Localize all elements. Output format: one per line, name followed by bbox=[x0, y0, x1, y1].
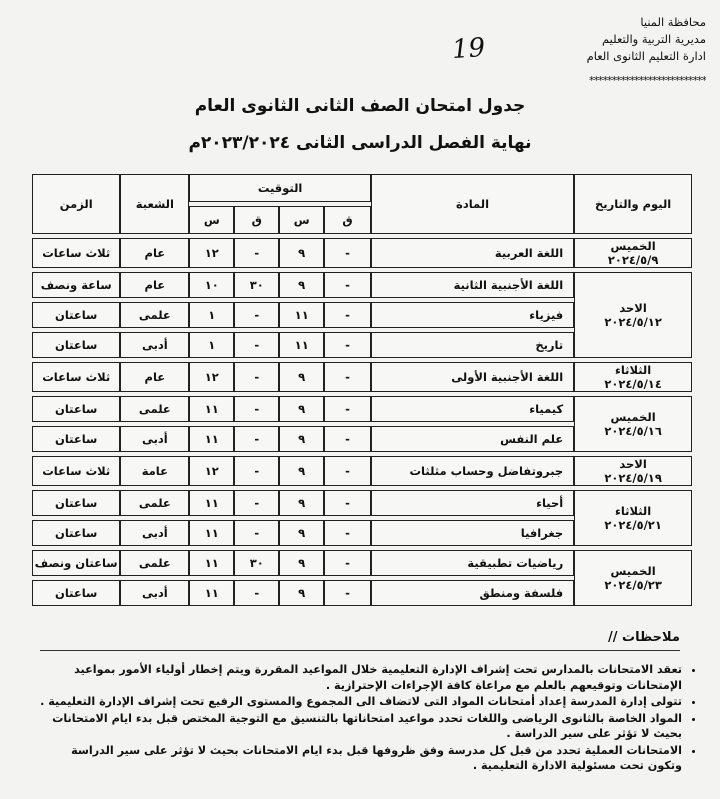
q2-cell: - bbox=[234, 362, 279, 392]
table-row bbox=[32, 550, 692, 576]
s1-cell: ٩ bbox=[279, 490, 324, 516]
q1-cell: - bbox=[324, 362, 371, 392]
day-cell: الخميس ٢٠٢٤/٥/٩ bbox=[574, 238, 692, 268]
branch-cell: علمى bbox=[120, 550, 189, 576]
branch-cell: علمى bbox=[120, 302, 189, 328]
day-cell: الخميس ٢٠٢٤/٥/١٦ bbox=[574, 396, 692, 452]
s2-cell: ١٢ bbox=[189, 362, 234, 392]
branch-cell: أدبى bbox=[120, 520, 189, 546]
q2-cell: - bbox=[234, 396, 279, 422]
s2-cell: ١١ bbox=[189, 550, 234, 576]
q2-cell: - bbox=[234, 302, 279, 328]
subject-cell: اللغة العربية bbox=[371, 238, 574, 268]
q2-cell: - bbox=[234, 332, 279, 358]
header-branch: الشعبة bbox=[120, 174, 189, 234]
notes-title: ملاحظات // bbox=[608, 630, 680, 645]
branch-cell: علمى bbox=[120, 396, 189, 422]
s1-cell: ٩ bbox=[279, 238, 324, 268]
q1-cell: - bbox=[324, 490, 371, 516]
s2-cell: ١١ bbox=[189, 426, 234, 452]
branch-cell: عام bbox=[120, 238, 189, 268]
header-day-date: اليوم والتاريخ bbox=[574, 174, 692, 234]
q1-cell: - bbox=[324, 426, 371, 452]
subject-cell: اللغة الأجنبية الثانية bbox=[371, 272, 574, 298]
branch-cell: عامة bbox=[120, 456, 189, 486]
q1-cell: - bbox=[324, 238, 371, 268]
note-item: • تعقد الامتحانات بالمدارس تحت إشراف الإدارة التعليمية خلال المواعيد المقررة ويتم إخطار أولياء الأمور بمواعيد الإمتحانات وتوقيعهم بالعلم مع مراعاة كافة الإجراءات الإحترازية . bbox=[36, 662, 682, 693]
day-cell: الثلاثاء ٢٠٢٤/٥/٢١ bbox=[574, 490, 692, 546]
subject-cell: تاريخ bbox=[371, 332, 574, 358]
s2-cell: ١١ bbox=[189, 490, 234, 516]
q1-cell: - bbox=[324, 550, 371, 576]
subject-cell: جبروتفاضل وحساب مثلثات bbox=[371, 456, 574, 486]
q1-cell: - bbox=[324, 302, 371, 328]
note-item: • تتولى إدارة المدرسة إعداد أمتحانات المواد التى لاتضاف الى المجموع والمستوى الرفيع تحت إشراف الإدارة التعليمية . bbox=[36, 694, 682, 710]
s1-cell: ٩ bbox=[279, 272, 324, 298]
table-row bbox=[32, 396, 692, 422]
table-row bbox=[32, 362, 692, 392]
subject-cell: اللغة الأجنبية الأولى bbox=[371, 362, 574, 392]
duration-cell: ساعتان bbox=[32, 490, 120, 516]
branch-cell: علمى bbox=[120, 490, 189, 516]
header-q1: ق bbox=[324, 206, 371, 234]
note-item: • الامتحانات العملية تحدد من قبل كل مدرسة وفق ظروفها قبل بدء ايام الامتحانات بحيث لا تؤثر على سير الدراسة وتكون تحت مسئولية الادارة التعليمية . bbox=[36, 743, 682, 774]
subject-cell: أحياء bbox=[371, 490, 574, 516]
q1-cell: - bbox=[324, 456, 371, 486]
s1-cell: ٩ bbox=[279, 456, 324, 486]
day-cell: الاحد ٢٠٢٤/٥/١٩ bbox=[574, 456, 692, 486]
q2-cell: - bbox=[234, 520, 279, 546]
q2-cell: - bbox=[234, 426, 279, 452]
exam-schedule-table bbox=[32, 170, 692, 610]
duration-cell: ساعتان bbox=[32, 580, 120, 606]
subject-cell: فيزياء bbox=[371, 302, 574, 328]
subject-cell: فلسفة ومنطق bbox=[371, 580, 574, 606]
handwritten-number: 19 bbox=[450, 32, 487, 66]
page-subtitle: نهاية الفصل الدراسى الثانى ٢٠٢٣/٢٠٢٤م bbox=[188, 133, 532, 153]
q2-cell: ٣٠ bbox=[234, 272, 279, 298]
s2-cell: ١٢ bbox=[189, 238, 234, 268]
day-cell: الثلاثاء ٢٠٢٤/٥/١٤ bbox=[574, 362, 692, 392]
duration-cell: ثلاث ساعات bbox=[32, 456, 120, 486]
header-s2: س bbox=[189, 206, 234, 234]
duration-cell: ساعتان bbox=[32, 332, 120, 358]
duration-cell: ساعتان bbox=[32, 396, 120, 422]
branch-cell: أدبى bbox=[120, 426, 189, 452]
header-subject: المادة bbox=[371, 174, 574, 234]
notes-section bbox=[36, 662, 696, 775]
q2-cell: - bbox=[234, 490, 279, 516]
duration-cell: ساعتان ونصف bbox=[32, 550, 120, 576]
day-cell: الخميس ٢٠٢٤/٥/٢٣ bbox=[574, 550, 692, 606]
stars-divider: ************************** bbox=[589, 74, 706, 87]
s1-cell: ٩ bbox=[279, 520, 324, 546]
subject-cell: علم النفس bbox=[371, 426, 574, 452]
note-item: • المواد الخاصة بالثانوى الرياضى واللغات تحدد مواعيد امتحاناتها بالتنسيق مع التوجية المختص قبل بدء ايام الامتحانات بحيث لا تؤثر على سير الدراسة . bbox=[36, 711, 682, 742]
q1-cell: - bbox=[324, 332, 371, 358]
duration-cell: ثلاث ساعات bbox=[32, 362, 120, 392]
table-row bbox=[32, 272, 692, 298]
q2-cell: - bbox=[234, 580, 279, 606]
s2-cell: ١٢ bbox=[189, 456, 234, 486]
s2-cell: ١ bbox=[189, 332, 234, 358]
q2-cell: - bbox=[234, 456, 279, 486]
directorate-label: مديرية التربية والتعليم bbox=[602, 32, 706, 46]
s2-cell: ١٠ bbox=[189, 272, 234, 298]
q2-cell: ٣٠ bbox=[234, 550, 279, 576]
administration-label: ادارة التعليم الثانوى العام bbox=[586, 49, 706, 63]
duration-cell: ساعة ونصف bbox=[32, 272, 120, 298]
s1-cell: ١١ bbox=[279, 302, 324, 328]
duration-cell: ثلاث ساعات bbox=[32, 238, 120, 268]
s2-cell: ١١ bbox=[189, 520, 234, 546]
header-s1: س bbox=[279, 206, 324, 234]
header-timing: التوقيت bbox=[189, 174, 371, 202]
branch-cell: عام bbox=[120, 272, 189, 298]
issuer-header bbox=[536, 14, 706, 65]
header-q2: ق bbox=[234, 206, 279, 234]
table-row bbox=[32, 238, 692, 268]
governorate-label: محافظة المنيا bbox=[640, 15, 706, 29]
header-duration: الزمن bbox=[32, 174, 120, 234]
table-row bbox=[32, 490, 692, 516]
notes-divider bbox=[40, 650, 680, 651]
day-cell: الاحد ٢٠٢٤/٥/١٢ bbox=[574, 272, 692, 358]
s1-cell: ٩ bbox=[279, 362, 324, 392]
table-row bbox=[32, 456, 692, 486]
subject-cell: كيمياء bbox=[371, 396, 574, 422]
s2-cell: ١١ bbox=[189, 396, 234, 422]
s2-cell: ١١ bbox=[189, 580, 234, 606]
table-header-row bbox=[32, 174, 692, 202]
s1-cell: ٩ bbox=[279, 396, 324, 422]
s1-cell: ٩ bbox=[279, 580, 324, 606]
s1-cell: ١١ bbox=[279, 332, 324, 358]
q1-cell: - bbox=[324, 272, 371, 298]
q1-cell: - bbox=[324, 580, 371, 606]
duration-cell: ساعتان bbox=[32, 426, 120, 452]
s2-cell: ١ bbox=[189, 302, 234, 328]
branch-cell: أدبى bbox=[120, 332, 189, 358]
q1-cell: - bbox=[324, 520, 371, 546]
s1-cell: ٩ bbox=[279, 426, 324, 452]
page-title: جدول امتحان الصف الثانى الثانوى العام bbox=[194, 96, 526, 116]
q1-cell: - bbox=[324, 396, 371, 422]
s1-cell: ٩ bbox=[279, 550, 324, 576]
branch-cell: أدبى bbox=[120, 580, 189, 606]
duration-cell: ساعتان bbox=[32, 520, 120, 546]
branch-cell: عام bbox=[120, 362, 189, 392]
q2-cell: - bbox=[234, 238, 279, 268]
duration-cell: ساعتان bbox=[32, 302, 120, 328]
subject-cell: جغرافيا bbox=[371, 520, 574, 546]
subject-cell: رياضيات تطبيقية bbox=[371, 550, 574, 576]
